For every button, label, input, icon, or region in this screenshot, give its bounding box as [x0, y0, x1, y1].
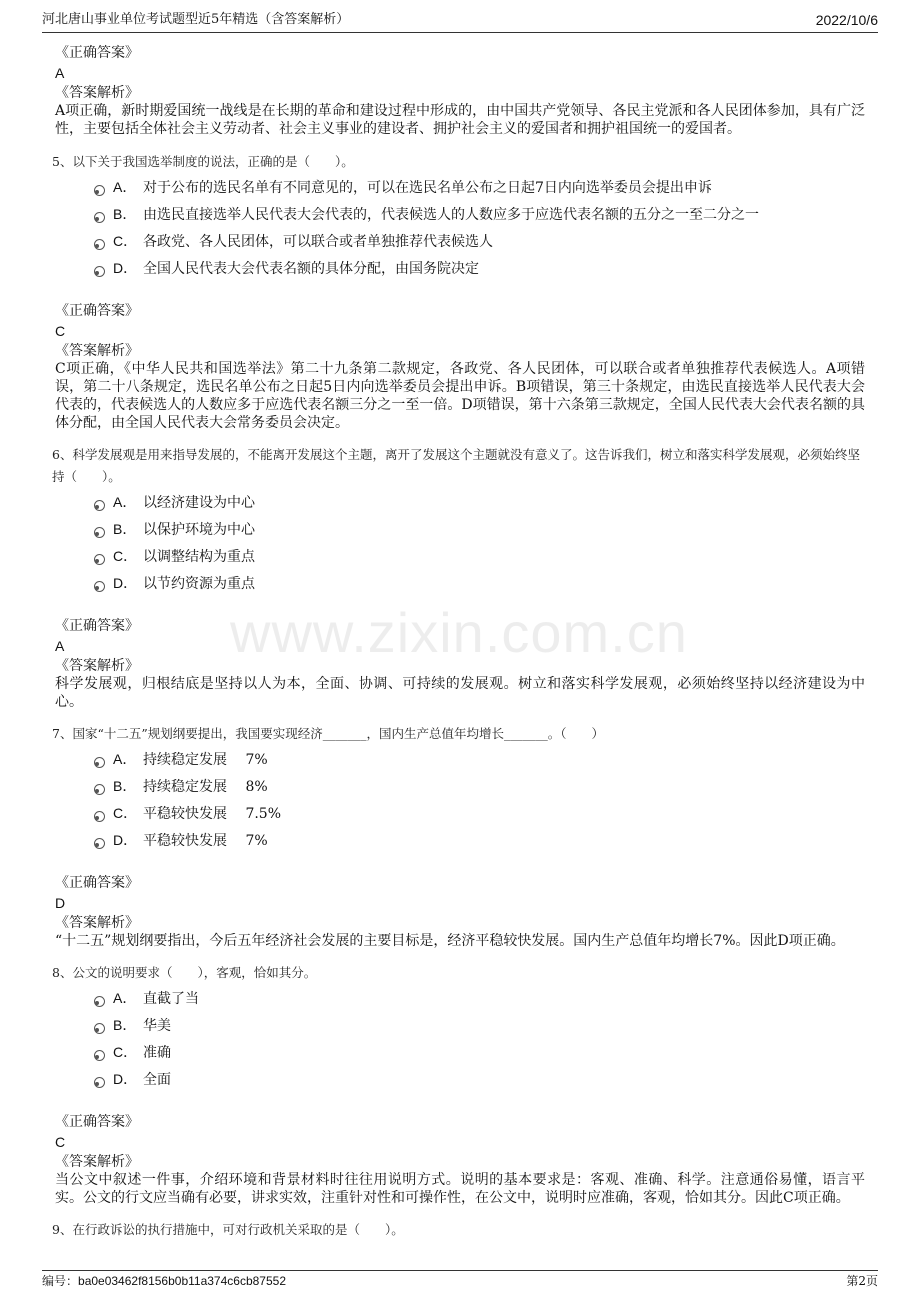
correct-answer: A: [55, 638, 65, 654]
option-c[interactable]: C． 以调整结构为重点: [55, 543, 865, 570]
radio-icon[interactable]: [94, 500, 105, 511]
option-d[interactable]: D． 以节约资源为重点: [55, 570, 865, 597]
watermark: www.zixin.com.cn: [230, 601, 688, 664]
option-c[interactable]: C． 各政党、各人民团体，可以联合或者单独推荐代表候选人: [55, 228, 865, 255]
correct-answer: C: [55, 323, 66, 339]
question-text: 5、以下关于我国选举制度的说法，正确的是（ ）。: [52, 154, 354, 169]
option-b[interactable]: B． 由选民直接选举人民代表大会代表的，代表候选人的人数应多于应选代表名额的五分之一至二分之一: [55, 201, 865, 228]
explanation-label: 《答案解析》: [55, 658, 139, 674]
radio-icon[interactable]: [94, 1077, 105, 1088]
radio-icon[interactable]: [94, 811, 105, 822]
option-d[interactable]: D． 全国人民代表大会代表名额的具体分配，由国务院决定: [55, 255, 865, 282]
question-text: 6、科学发展观是用来指导发展的，不能离开发展这个主题，离开了发展这个主题就没有意义了。这告诉我们，树立和落实科学发展观，必须始终坚持（ ）。: [52, 447, 860, 484]
radio-icon[interactable]: [94, 1023, 105, 1034]
radio-icon[interactable]: [94, 266, 105, 277]
answer-block: [55, 874, 865, 950]
option-a[interactable]: A． 持续稳定发展 7%: [55, 746, 865, 773]
page-header: [42, 10, 878, 33]
option-b[interactable]: B． 华美: [55, 1012, 865, 1039]
answer-block: [55, 1113, 865, 1207]
radio-icon[interactable]: [94, 212, 105, 223]
option-a[interactable]: A． 直截了当: [55, 985, 865, 1012]
question-block: [52, 962, 865, 1207]
option-a[interactable]: A． 对于公布的选民名单有不同意见的，可以在选民名单公布之日起7日内向选举委员会提出申诉: [55, 174, 865, 201]
question-text: 9、在行政诉讼的执行措施中，可对行政机关采取的是（ ）。: [52, 1222, 404, 1237]
answer-block: [55, 44, 865, 138]
explanation-label: 《答案解析》: [55, 343, 139, 359]
option-c[interactable]: C． 平稳较快发展 7.5%: [55, 800, 865, 827]
correct-answer: A: [55, 65, 65, 81]
option-d[interactable]: D． 平稳较快发展 7%: [55, 827, 865, 854]
radio-icon[interactable]: [94, 239, 105, 250]
correct-answer-label: 《正确答案》: [55, 303, 139, 319]
option-b[interactable]: B． 以保护环境为中心: [55, 516, 865, 543]
correct-answer-label: 《正确答案》: [55, 875, 139, 891]
question-block: [52, 1219, 865, 1241]
explanation-text: A项正确，新时期爱国统一战线是在长期的革命和建设过程中形成的，由中国共产党领导、各民主党派和各人民团体参加，具有广泛性，主要包括全体社会主义劳动者、社会主义事业的建设者、拥护社会主义的爱国者和拥护祖国统一的爱国者。: [55, 103, 865, 137]
explanation-text: “十二五”规划纲要指出，今后五年经济社会发展的主要目标是，经济平稳较快发展。国内生产总值年均增长7%。因此D项正确。: [55, 933, 845, 949]
explanation-label: 《答案解析》: [55, 1154, 139, 1170]
page-number: 第2页: [846, 1274, 878, 1288]
radio-icon[interactable]: [94, 784, 105, 795]
question-block: [52, 151, 865, 432]
explanation-text: 当公文中叙述一件事，介绍环境和背景材料时往往用说明方式。说明的基本要求是：客观、准确、科学。注意通俗易懂，语言平实。公文的行文应当确有必要，讲求实效，注重针对性和可操作性，在公文中，说明时应准确，客观，恰如其分。因此C项正确。: [55, 1172, 865, 1206]
page-footer: [42, 1270, 878, 1293]
correct-answer-label: 《正确答案》: [55, 618, 139, 634]
question-text: 7、国家“十二五”规划纲要提出，我国要实现经济_______，国内生产总值年均增长_______。（ ）: [52, 726, 604, 741]
radio-icon[interactable]: [94, 185, 105, 196]
option-b[interactable]: B． 持续稳定发展 8%: [55, 773, 865, 800]
option-a[interactable]: A． 以经济建设为中心: [55, 489, 865, 516]
radio-icon[interactable]: [94, 838, 105, 849]
correct-answer-label: 《正确答案》: [55, 45, 139, 61]
explanation-label: 《答案解析》: [55, 915, 139, 931]
radio-icon[interactable]: [94, 996, 105, 1007]
document-title: 河北唐山事业单位考试题型近5年精选（含答案解析）: [42, 12, 350, 27]
question-block: [52, 444, 865, 711]
correct-answer-label: 《正确答案》: [55, 1114, 139, 1130]
explanation-text: 科学发展观，归根结底是坚持以人为本，全面、协调、可持续的发展观。树立和落实科学发展观，必须始终坚持以经济建设为中心。: [55, 676, 865, 710]
document-code-label: 编号：: [42, 1274, 79, 1288]
option-d[interactable]: D． 全面: [55, 1066, 865, 1093]
explanation-label: 《答案解析》: [55, 85, 139, 101]
document-code: [42, 1272, 286, 1290]
explanation-text: C项正确，《中华人民共和国选举法》第二十九条第二款规定，各政党、各人民团体，可以联合或者单独推荐代表候选人。A项错误，第二十八条规定，选民名单公布之日起5日内向选举委员会提出申诉。B项错误，第三十条规定，由选民直接选举人民代表大会代表的，代表候选人的人数应多于应选代表名额三分之一至一倍。D项错误，第十六条第三款规定，全国人民代表大会代表名额的具体分配，由全国人民代表大会常务委员会决定。: [55, 361, 865, 431]
question-text: 8、公文的说明要求（ ），客观，恰如其分。: [52, 965, 317, 980]
radio-icon[interactable]: [94, 554, 105, 565]
document-code-value: ba0e03462f8156b0b11a374c6cb87552: [78, 1274, 286, 1288]
radio-icon[interactable]: [94, 757, 105, 768]
radio-icon[interactable]: [94, 581, 105, 592]
answer-block: [55, 302, 865, 432]
radio-icon[interactable]: [94, 1050, 105, 1061]
correct-answer: D: [55, 895, 66, 911]
option-c[interactable]: C． 准确: [55, 1039, 865, 1066]
correct-answer: C: [55, 1134, 66, 1150]
question-block: [52, 723, 865, 950]
document-date: 2022/10/6: [815, 12, 878, 28]
radio-icon[interactable]: [94, 527, 105, 538]
answer-block: [55, 617, 865, 711]
document-body: [52, 44, 865, 1241]
